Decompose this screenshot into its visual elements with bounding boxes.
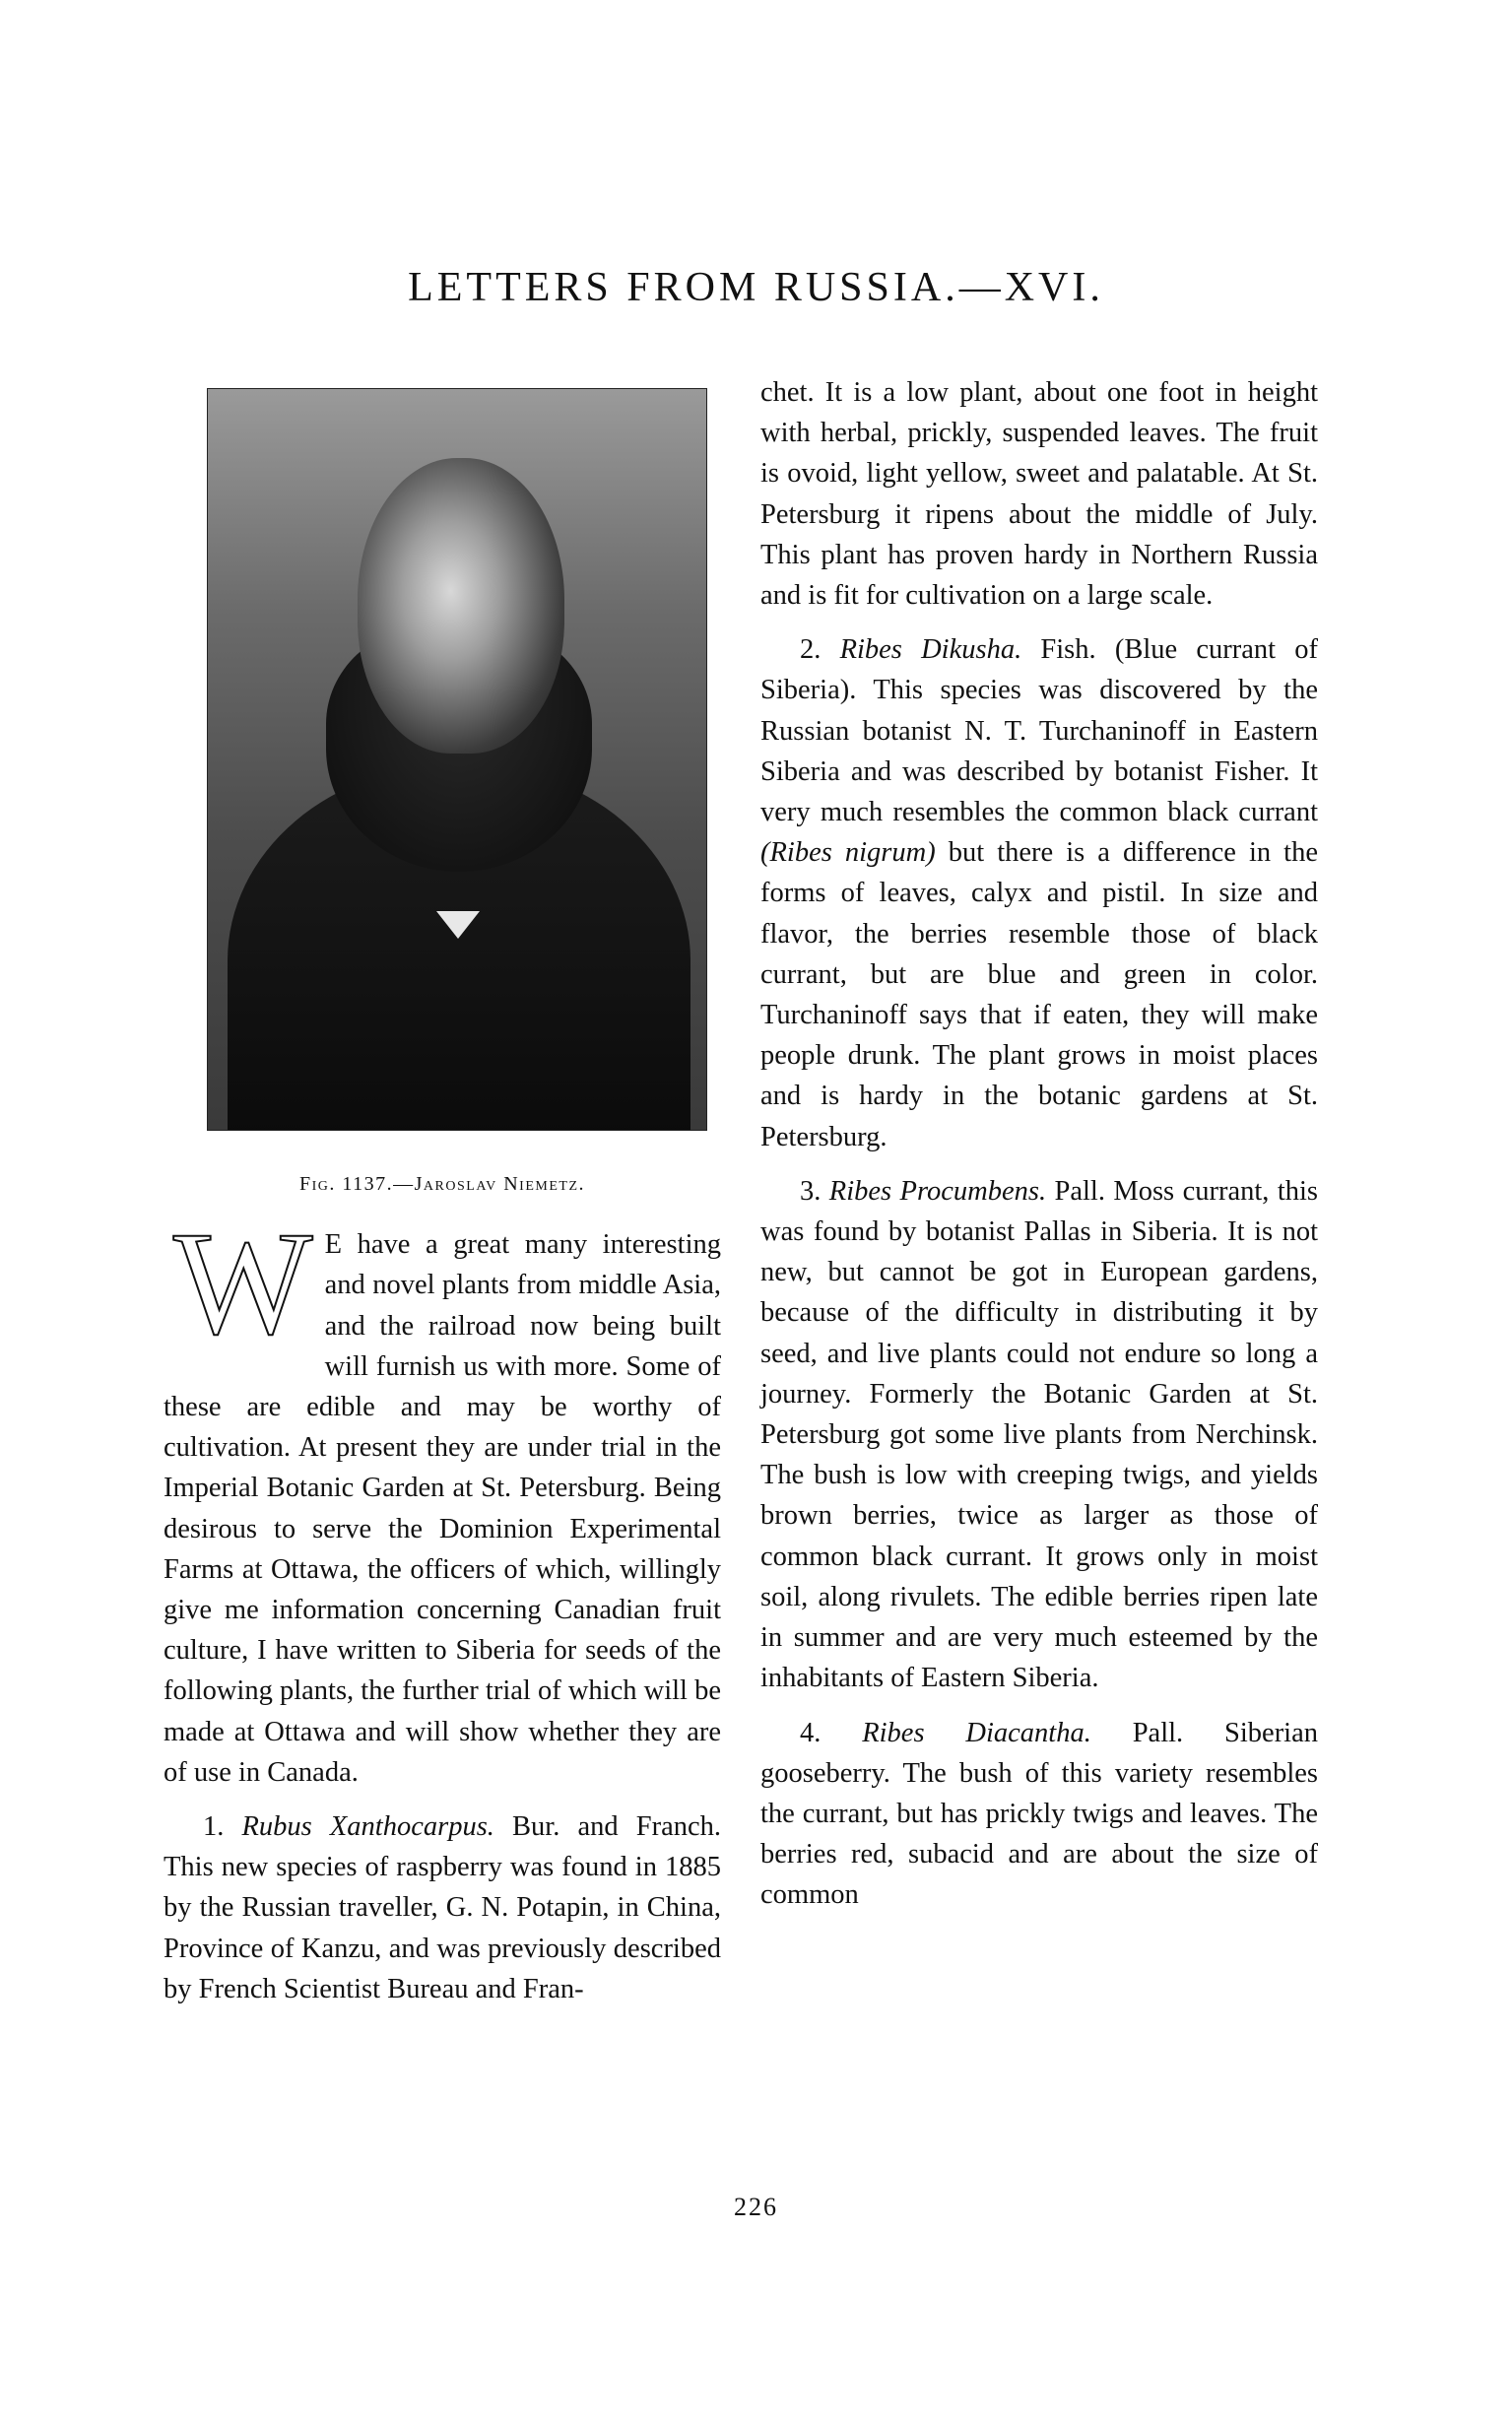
- article-title: LETTERS FROM RUSSIA.—XVI.: [408, 265, 1104, 310]
- item-3: [760, 1171, 1318, 1699]
- item-2-italic: (Ribes nigrum): [760, 837, 936, 869]
- item-2-species: Ribes Dikusha.: [839, 634, 1022, 666]
- item-2-text-b: but there is a difference in the forms of leaves, calyx and pistil. In size and flavor, the berries resemble those of black currant, but are blue and green in color. Turchaninoff says that if eaten, they will make people drunk. The plant grows in moist places and is hardy in the botanic gardens at St. Petersburg.: [760, 837, 1318, 1152]
- right-column: [760, 372, 1318, 1930]
- item-4-text: Pall. Siberian gooseberry. The bush of this variety resembles the currant, but has prickly twigs and leaves. The berries red, subacid and are about the size of common: [760, 1717, 1319, 1911]
- item-3-text: Pall. Moss currant, this was found by botanist Pallas in Siberia. It is not new, but cannot be got in European gardens, because of the difficulty in distributing it by seed, and live plants could not endure so long a journey. Formerly the Botanic Garden at St. Petersburg got some live plants from Nerchinsk. The bush is low with creeping twigs, and yields brown berries, twice as larger as those of common black currant. It grows only in moist soil, along rivulets. The edible berries ripen late in summer and are very much esteemed by the inhabitants of Eastern Siberia.: [760, 1175, 1318, 1694]
- drop-cap: W: [173, 1202, 313, 1366]
- item-2: [760, 629, 1318, 1157]
- intro-paragraph: [164, 1202, 721, 1793]
- item-4-species: Ribes Diacantha.: [862, 1717, 1091, 1748]
- page-number: 226: [734, 2193, 778, 2221]
- item-3-number: 3.: [800, 1175, 822, 1207]
- item-1-text: Bur. and Franch. This new species of raspberry was found in 1885 by the Russian traveller, G. N. Potapin, in China, Province of Kanzu, and was previously described by French Scientist Bureau and Fran-: [164, 1811, 721, 2004]
- item-1: [164, 1806, 721, 2009]
- item-1-species: Rubus Xanthocarpus.: [241, 1811, 494, 1843]
- item-1-number: 1.: [203, 1811, 225, 1843]
- portrait-photo: [207, 388, 707, 1131]
- intro-text: E have a great many interesting and novel plants from middle Asia, and the railroad now being built will furnish us with more. Some of these are edible and may be worthy of cultivation. At present they are under trial in the Imperial Botanic Garden at St. Petersburg. Being desirous to serve the Dominion Experimental Farms at Ottawa, the officers of which, willingly give me information concerning Canadian fruit culture, I have written to Siberia for seeds of the following plants, the further trial of which will be made at Ottawa and will show whether they are of use in Canada.: [164, 1229, 721, 1788]
- photo-head: [358, 458, 564, 754]
- figure-caption: Fig. 1137.—Jaroslav Niemetz.: [298, 1173, 585, 1195]
- item-4-number: 4.: [800, 1717, 822, 1748]
- continuation-paragraph: chet. It is a low plant, about one foot in height with herbal, prickly, suspended leaves. The fruit is ovoid, light yellow, sweet and palatable. At St. Petersburg it ripens about the middle of July. This plant has proven hardy in Northern Russia and is fit for cultivation on a large scale.: [760, 377, 1318, 612]
- item-2-text-a: Fish. (Blue currant of Siberia). This species was discovered by the Russian botanist N. T. Turchaninoff in Eastern Siberia and was described by botanist Fisher. It very much resembles the common black currant: [760, 634, 1319, 828]
- item-3-species: Ribes Procumbens.: [828, 1175, 1047, 1207]
- item-4: [760, 1713, 1318, 1916]
- left-column: [164, 366, 721, 2023]
- item-2-number: 2.: [800, 634, 822, 666]
